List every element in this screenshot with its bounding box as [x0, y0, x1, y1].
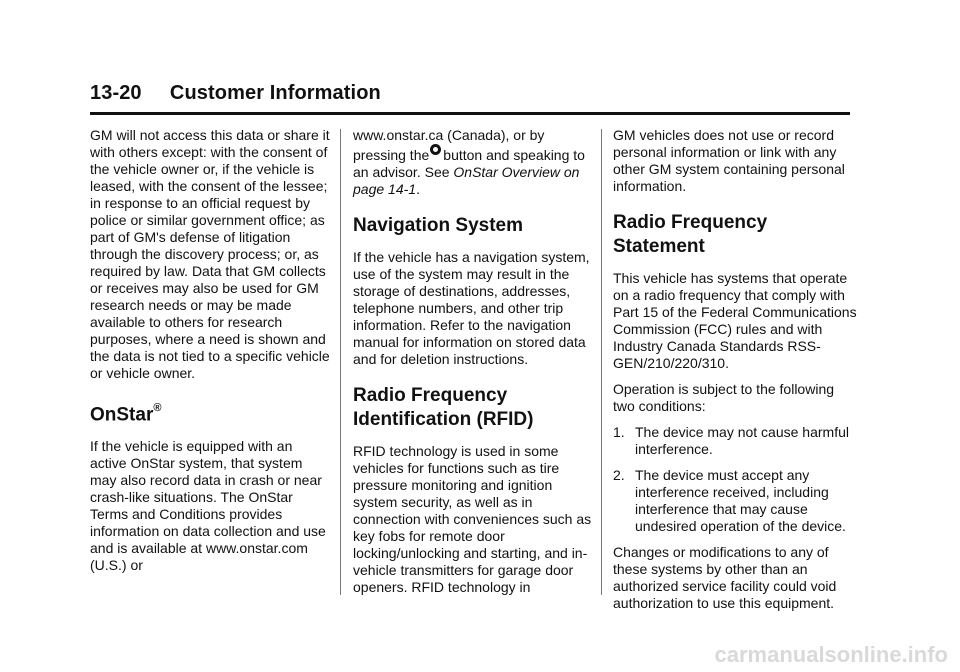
list-item: 1. The device may not cause harmful interference. [613, 424, 849, 457]
column-divider [340, 129, 341, 595]
paragraph: This vehicle has systems that operate on a radio frequency that comply with Part 15 of the Federal Communications Commission (FCC) rules and with Industry Canada Standards RSS-GEN/210/220/310. [613, 270, 857, 371]
cross-reference-link[interactable]: OnStar Overview on page 14-1 [353, 164, 580, 197]
watermark: carmanualsonline.info [714, 642, 948, 667]
page-header [90, 82, 850, 115]
section-heading-navigation: Navigation System [353, 215, 523, 236]
section-heading-radio-frequency: Radio Frequency Statement [613, 212, 768, 257]
column-3 [613, 127, 858, 621]
conditions-list [613, 424, 858, 535]
list-item: 2. The device must accept any interference received, including interference that may cause undesired operation of the device. [613, 467, 846, 534]
onstar-button-icon [430, 144, 441, 155]
paragraph: www.onstar.ca (Canada), or by pressing the button and speaking to an advisor. See OnStar Overview on page 14-1. [353, 127, 585, 197]
paragraph: Changes or modifications to any of these systems by other than an authorized service facility could void authorization to use this equipment. [613, 544, 837, 611]
paragraph: Operation is subject to the following two conditions: [613, 381, 835, 414]
paragraph: GM will not access this data or share it with others except: with the consent of the vehicle owner or, if the vehicle is leased, with the consent of the lessee; in response to an official request by police or similar government office; as part of GM's defense of litigation through the discovery process; or, as required by law. Data that GM collects or receives may also be used for GM research needs or may be made available to others for research purposes, where a need is shown and the data is not tied to a specific vehicle or vehicle owner. [90, 127, 330, 381]
section-heading-rfid: Radio Frequency Identification (RFID) [353, 385, 534, 430]
paragraph: RFID technology is used in some vehicles for functions such as tire pressure monitoring and ignition system security, as well as in connection with conveniences such as key fobs for remote door locking/unlocking and starting, and in-vehicle transmitters for garage door openers. RFID technology in [353, 443, 592, 595]
column-divider [601, 129, 602, 595]
page-title: 13-20 Customer Information [90, 82, 381, 104]
section-heading-onstar: OnStar® [90, 402, 162, 426]
registered-mark: ® [153, 402, 162, 414]
header-rule [90, 112, 850, 115]
column-1 [90, 127, 330, 583]
paragraph: If the vehicle is equipped with an active OnStar system, that system may also record data in crash or near crash-like situations. The OnStar Terms and Conditions provides information on data collection and use and is available at www.onstar.com (U.S.) or [90, 438, 326, 574]
paragraph: If the vehicle has a navigation system, use of the system may result in the storage of destinations, addresses, telephone numbers, and other trip information. Refer to the navigation manual for information on stored data and for deletion instructions. [353, 249, 590, 367]
paragraph: GM vehicles does not use or record personal information or link with any other GM system containing personal information. [613, 127, 845, 194]
column-2 [353, 127, 598, 605]
